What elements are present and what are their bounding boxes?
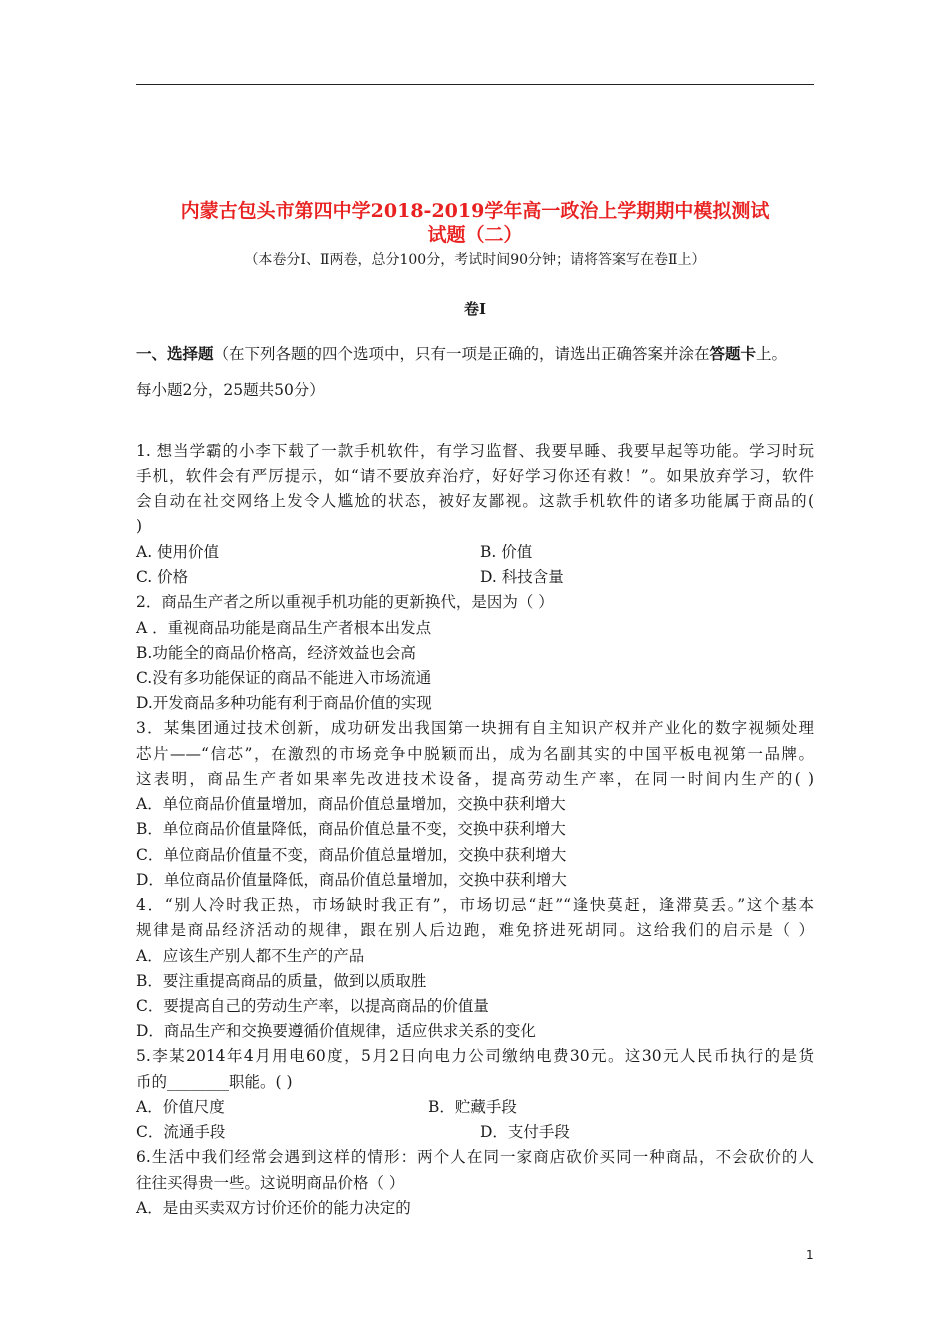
section-instr-b: 上。 [756,345,788,363]
doc-subtitle: （本卷分Ⅰ、Ⅱ两卷，总分100分，考试时间90分钟；请将答案写在卷Ⅱ上） [244,252,706,268]
q5-option-d: D．支付手段 [480,1123,570,1141]
q4-line1: 4．“别人冷时我正热，市场缺时我正有”，市场切忌“赶”“逢快莫赶，逢滞莫丢。”这个基本 [136,896,814,914]
q3-line3: 这表明，商品生产者如果率先改进技术设备，提高劳动生产率，在同一时间内生产的( ) [136,770,814,788]
section-instructions [136,343,787,365]
q2-stem: 2．商品生产者之所以重视手机功能的更新换代，是因为（ ） [136,593,554,611]
q1-line2: 手机，软件会有严厉提示，如“请不要放弃治疗，好好学习你还有救！”。如果放弃学习，软件 [136,467,814,485]
q3-line1: 3．某集团通过技术创新，成功研发出我国第一块拥有自主知识产权并产业化的数字视频处理 [136,719,814,737]
q5-option-b: B．贮藏手段 [428,1098,517,1116]
q4-option-c: C．要提高自己的劳动生产率，以提高商品的价值量 [136,997,489,1015]
section-instructions-line2: 每小题2分，25题共50分） [136,381,325,399]
q1-line3: 会自动在社交网络上发令人尴尬的状态，被好友鄙视。这款手机软件的诸多功能属于商品的( [136,492,814,510]
q3-option-a: A．单位商品价值量增加，商品价值总量增加，交换中获利增大 [136,795,566,813]
page-number: 1 [806,1248,814,1262]
q3-line2: 芯片——“信芯”，在激烈的市场竞争中脱颖而出，成为名副其实的中国平板电视第一品牌。 [136,745,814,763]
q1-line1: 1. 想当学霸的小李下载了一款手机软件，有学习监督、我要早睡、我要早起等功能。学习时玩 [136,442,814,460]
section-instr-bold: 答题卡 [709,344,757,363]
q3-option-c: C．单位商品价值量不变，商品价值总量增加，交换中获利增大 [136,846,567,864]
q5-line2: 币的________职能。( ) [136,1073,293,1091]
q1-option-d: D. 科技含量 [480,568,564,586]
q4-option-a: A．应该生产别人都不生产的产品 [136,947,365,965]
section-label: 一、选择题 [136,344,214,363]
q2-option-c: C.没有多功能保证的商品不能进入市场流通 [136,669,432,687]
doc-title-line2: 试题（二） [427,224,523,246]
q1-option-b: B. 价值 [480,543,533,561]
q2-option-b: B.功能全的商品价格高，经济效益也会高 [136,644,416,662]
section-instr-a: （在下列各题的四个选项中，只有一项是正确的，请选出正确答案并涂在 [213,345,710,363]
header-rule [136,84,814,85]
q4-option-d: D．商品生产和交换要遵循价值规律，适应供求关系的变化 [136,1022,536,1040]
q3-option-d: D．单位商品价值量降低，商品价值总量增加，交换中获利增大 [136,871,567,889]
q4-option-b: B．要注重提高商品的质量，做到以质取胜 [136,972,427,990]
q5-line1: 5.李某2014年4月用电60度，5月2日向电力公司缴纳电费30元。这30元人民币执行的是货 [136,1047,814,1065]
q4-line2: 规律是商品经济活动的规律，跟在别人后边跑，难免挤进死胡同。这给我们的启示是（ ） [136,921,814,939]
q6-line2: 往往买得贵一些。这说明商品价格（ ） [136,1174,405,1192]
q1-option-a: A. 使用价值 [136,543,220,561]
q2-option-a: A ．重视商品功能是商品生产者根本出发点 [136,619,432,637]
q5-option-c: C．流通手段 [136,1123,226,1141]
doc-title-line1: 内蒙古包头市第四中学2018-2019学年高一政治上学期期中模拟测试 [180,200,770,222]
q6-option-a: A．是由买卖双方讨价还价的能力决定的 [136,1199,411,1217]
q3-option-b: B．单位商品价值量降低，商品价值总量不变，交换中获利增大 [136,820,566,838]
q5-option-a: A．价值尺度 [136,1098,225,1116]
volume-heading: 卷Ⅰ [463,300,487,318]
q1-line4: ) [136,517,143,535]
q1-option-c: C. 价格 [136,568,189,586]
q6-line1: 6.生活中我们经常会遇到这样的情形：两个人在同一家商店砍价买同一种商品，不会砍价的人 [136,1148,814,1166]
q2-option-d: D.开发商品多种功能有利于商品价值的实现 [136,694,432,712]
